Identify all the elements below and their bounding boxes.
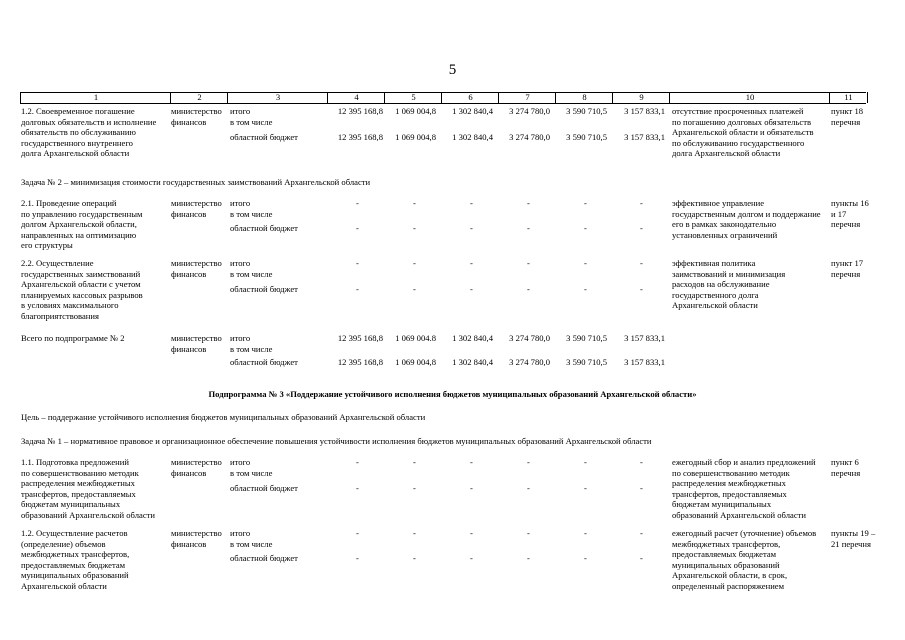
dash-cell: - (584, 258, 587, 268)
row-result: отсутствие просроченных платежей по погашению долговых обязательств Архангельской области и обязательств по обслуживанию государственного долга Архангельской области (672, 106, 814, 159)
dash-cell: - (470, 198, 473, 208)
row-source-regional: областной бюджет (230, 132, 298, 142)
header-col-3: 3 (227, 92, 328, 103)
dash-cell: - (470, 553, 473, 563)
value-cell: 1 302 840,4 (452, 357, 493, 367)
row-executor: министерство финансов (171, 457, 222, 478)
dash-cell: - (470, 457, 473, 467)
header-col-1: 1 (20, 92, 171, 103)
value-cell: 3 590 710,5 (566, 106, 607, 116)
value-cell: 12 395 168,8 (337, 357, 383, 367)
dash-cell: - (413, 284, 416, 294)
dash-cell: - (584, 457, 587, 467)
row-result: ежегодный расчет (уточнение) объемов межбюджетных трансфертов, предоставляемых бюджетам муниципальных образований Архангельской области, в срок, определенный распоряжением (672, 528, 817, 591)
row-result: эффективное управление государственным долгом и поддержание его в рамках законодательно установленных ограничений (672, 198, 821, 240)
row-name: 1.2. Своевременное погашение долговых обязательств и исполнение обязательств по обслуживанию государственного внутреннего долга Архангельской области (21, 106, 157, 159)
dash-cell: - (356, 553, 359, 563)
dash-cell: - (640, 198, 643, 208)
dash-cell: - (584, 198, 587, 208)
row-link: пункт 17 перечня (831, 258, 864, 279)
row-source-regional: областной бюджет (230, 284, 298, 294)
dash-cell: - (470, 483, 473, 493)
dash-cell: - (527, 553, 530, 563)
dash-cell: - (640, 258, 643, 268)
row-result: ежегодный сбор и анализ предложений по совершенствованию методик распределения межбюджетных трансфертов, предоставляемых бюджетам муниципальных образований Архангельской области (672, 457, 816, 520)
dash-cell: - (470, 528, 473, 538)
dash-cell: - (640, 528, 643, 538)
value-cell: 3 157 833,1 (624, 333, 665, 343)
dash-cell: - (640, 483, 643, 493)
value-cell: 3 157 833,1 (624, 106, 665, 116)
row-source-regional: областной бюджет (230, 357, 298, 367)
value-cell: 3 590 710,5 (566, 333, 607, 343)
header-col-9: 9 (612, 92, 670, 103)
value-cell: 1 069 004.8 (395, 333, 436, 343)
value-cell: 1 069 004,8 (395, 357, 436, 367)
dash-cell: - (470, 284, 473, 294)
row-executor: министерство финансов (171, 198, 222, 219)
header-bottom-rule (20, 103, 866, 104)
row-source-total: итого в том числе (230, 258, 273, 279)
dash-cell: - (527, 284, 530, 294)
row-name: 1.2. Осуществление расчетов (определение) объемов межбюджетных трансфертов, предоставляемых бюджетам муниципальных образований Архангельской области (21, 528, 130, 591)
dash-cell: - (584, 553, 587, 563)
value-cell: 3 274 780,0 (509, 132, 550, 142)
dash-cell: - (584, 223, 587, 233)
page-number: 5 (448, 62, 457, 78)
dash-cell: - (356, 284, 359, 294)
dash-cell: - (356, 258, 359, 268)
header-col-6: 6 (441, 92, 499, 103)
value-cell: 1 302 840,4 (452, 132, 493, 142)
row-executor: министерство финансов (171, 333, 222, 354)
header-col-4: 4 (327, 92, 385, 103)
dash-cell: - (413, 223, 416, 233)
value-cell: 3 590 710,5 (566, 357, 607, 367)
task-3-1-heading: Задача № 1 – нормативное правовое и организационное обеспечение повышения устойчивости исполнения бюджетов муниципальных образований Архангельской области (21, 436, 652, 446)
dash-cell: - (527, 223, 530, 233)
row-result: эффективная политика заимствований и минимизация расходов на обслуживание государственного долга Архангельской области (672, 258, 786, 311)
value-cell: 3 157 833,1 (624, 132, 665, 142)
value-cell: 1 302 840,4 (452, 333, 493, 343)
row-name: 1.1. Подготовка предложений по совершенствованию методик распределения межбюджетных трансфертов, предоставляемых бюджетам муниципальных образований Архангельской области (21, 457, 155, 520)
row-source-total: итого в том числе (230, 198, 273, 219)
task-2-heading: Задача № 2 – минимизация стоимости государственных заимствований Архангельской области (21, 177, 371, 187)
dash-cell: - (584, 528, 587, 538)
dash-cell: - (413, 457, 416, 467)
dash-cell: - (413, 198, 416, 208)
header-col-10: 10 (669, 92, 830, 103)
row-source-total: итого в том числе (230, 333, 273, 354)
header-col-11: 11 (829, 92, 868, 103)
value-cell: 3 274 780,0 (509, 106, 550, 116)
row-source-regional: областной бюджет (230, 553, 298, 563)
value-cell: 1 302 840,4 (452, 106, 493, 116)
dash-cell: - (527, 528, 530, 538)
dash-cell: - (640, 553, 643, 563)
row-source-regional: областной бюджет (230, 223, 298, 233)
value-cell: 12 395 168,8 (337, 106, 383, 116)
dash-cell: - (356, 483, 359, 493)
dash-cell: - (527, 457, 530, 467)
header-col-7: 7 (498, 92, 556, 103)
value-cell: 1 069 004,8 (395, 106, 436, 116)
goal-3-text: Цель – поддержание устойчивого исполнения бюджетов муниципальных образований Архангельской области (21, 412, 426, 422)
row-executor: министерство финансов (171, 258, 222, 279)
row-name: 2.1. Проведение операций по управлению государственным долгом Архангельской области, направленных на оптимизацию его структуры (21, 198, 143, 251)
dash-cell: - (356, 223, 359, 233)
value-cell: 12 395 168,8 (337, 132, 383, 142)
value-cell: 3 157 833,1 (624, 357, 665, 367)
dash-cell: - (356, 528, 359, 538)
row-source-total: итого в том числе (230, 528, 273, 549)
row-source-total: итого в том числе (230, 106, 273, 127)
dash-cell: - (470, 223, 473, 233)
row-name: Всего по подпрограмме № 2 (21, 333, 125, 343)
dash-cell: - (470, 258, 473, 268)
header-col-2: 2 (170, 92, 228, 103)
dash-cell: - (356, 457, 359, 467)
dash-cell: - (413, 483, 416, 493)
value-cell: 1 069 004,8 (395, 132, 436, 142)
row-name: 2.2. Осуществление государственных заимствований Архангельской области с учетом планируемых кассовых разрывов в условиях максимального благоприятствования (21, 258, 143, 321)
dash-cell: - (527, 198, 530, 208)
dash-cell: - (640, 457, 643, 467)
row-link: пункты 19 – 21 перечня (831, 528, 876, 549)
row-source-regional: областной бюджет (230, 483, 298, 493)
dash-cell: - (640, 223, 643, 233)
dash-cell: - (413, 258, 416, 268)
dash-cell: - (527, 483, 530, 493)
value-cell: 3 274 780,0 (509, 333, 550, 343)
dash-cell: - (413, 528, 416, 538)
dash-cell: - (413, 553, 416, 563)
header-col-5: 5 (384, 92, 442, 103)
row-link: пункты 16 и 17 перечня (831, 198, 869, 230)
dash-cell: - (527, 258, 530, 268)
row-source-total: итого в том числе (230, 457, 273, 478)
value-cell: 12 395 168,8 (337, 333, 383, 343)
value-cell: 3 274 780,0 (509, 357, 550, 367)
dash-cell: - (640, 284, 643, 294)
dash-cell: - (584, 284, 587, 294)
row-executor: министерство финансов (171, 106, 222, 127)
subprogram-3-heading: Подпрограмма № 3 «Поддержание устойчивого исполнения бюджетов муниципальных образований Архангельской области» (208, 389, 697, 399)
dash-cell: - (584, 483, 587, 493)
dash-cell: - (356, 198, 359, 208)
value-cell: 3 590 710,5 (566, 132, 607, 142)
row-link: пункт 6 перечня (831, 457, 861, 478)
row-link: пункт 18 перечня (831, 106, 864, 127)
row-executor: министерство финансов (171, 528, 222, 549)
header-col-8: 8 (555, 92, 613, 103)
